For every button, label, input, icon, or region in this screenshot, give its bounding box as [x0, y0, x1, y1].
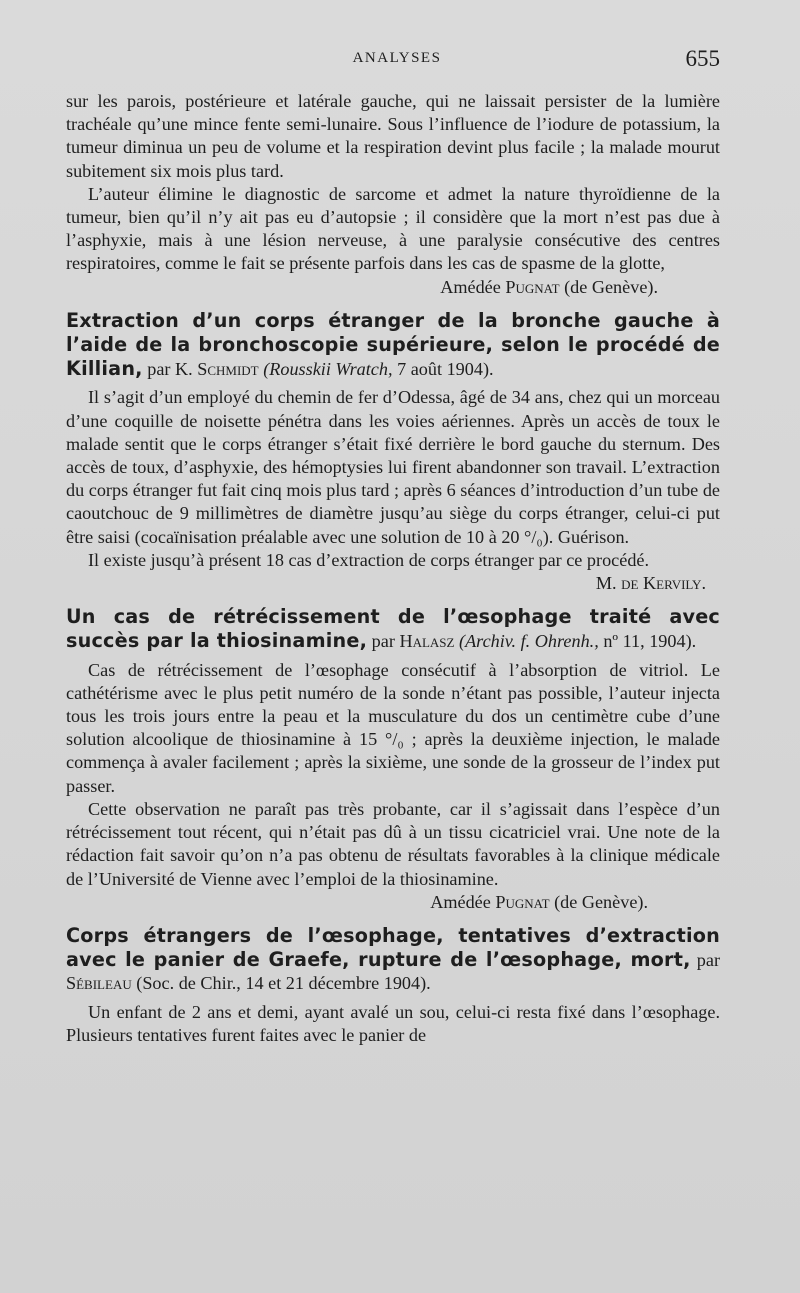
review-bronchoscopy	[66, 309, 720, 595]
paragraph: sur les parois, postérieure et latérale gauche, qui ne laissait persister de la lumière trachéale qu’une mince fente semi-lunaire. Sous l’influence de l’iodure de potassium, la tumeur diminua un peu de volume et la respiration devint plus facile ; la malade mourut subitement six mois plus tard.	[66, 91, 720, 181]
paragraph: L’auteur élimine le diagnostic de sarcome et admet la nature thyroïdienne de la tumeur, bien qu’il n’y ait pas eu d’autopsie ; il considère que la mort n’est pas due à l’asphyxie, mais à une lésion nerveuse, à une paralysie consécutive des centres respiratoires, comme le fait se présente parfois dans les cas de spasme de la glotte,	[66, 183, 720, 274]
reviewer-signature: Amédée Pugnat (de Genève).	[430, 891, 648, 912]
running-header	[74, 46, 720, 74]
review-continued	[66, 90, 720, 299]
page-number: 655	[685, 46, 720, 71]
reviewer-signature: M. de Kervily.	[595, 573, 706, 594]
article-heading	[66, 605, 720, 653]
paragraph: Cas de rétrécissement de l’œsophage consécutif à l’absorption de vitriol. Le cathétérisme avec le plus petit numéro de la sonde n’étant pas possible, l’auteur injecta tous les trois jours entre la peau et la musculature du dos un centimètre cube d’une solution alcoolique de thiosinamine à 15 °/₀ ; après la deuxième injection, le malade commença à avaler facilement ; après la sixième, une sonde de la grosseur de l’index put passer.	[66, 659, 720, 796]
article-heading	[66, 309, 720, 382]
article-title: Corps étrangers de l’œsophage, tentatives d’extraction avec le panier de Graefe, rupture de l’œsophage, mort,	[66, 923, 720, 972]
article-title: Un cas de rétrécissement de l’œsophage traité avec succès par la thiosinamine,	[66, 605, 720, 653]
article-reference: par Sébileau (Soc. de Chir., 14 et 21 décembre 1904).	[66, 950, 720, 994]
running-title: ANALYSES	[352, 50, 442, 66]
page-body	[66, 90, 720, 1053]
article-title: Extraction d’un corps étranger de la bronche gauche à l’aide de la bronchoscopie supérieure, selon le procédé de Killian,	[66, 308, 720, 381]
paragraph: Il existe jusqu’à présent 18 cas d’extraction de corps étranger par ce procédé.	[88, 549, 650, 570]
review-foreign-bodies-oesophagus	[66, 924, 720, 1047]
reviewer-signature: Amédée Pugnat (de Genève).	[440, 276, 658, 297]
paragraph: Il s’agit d’un employé du chemin de fer d’Odessa, âgé de 34 ans, chez qui un morceau d’une coquille de noisette pénétra dans les voies aériennes. Après un accès de toux le malade sentit que le corps étranger s’était fixé derrière le bord gauche du sternum. Des accès de toux, d’asphyxie, des hémoptysies lui firent abandonner son travail. L’extraction du corps étranger fut fait cinq mois plus tard ; après 6 séances d’introduction d’un tube de caoutchouc de 9 millimètres de diamètre jusqu’au siège du corps étranger, celui-ci put être saisi (cocaïnisation préalable avec une solution de 10 à 20 °/₀). Guérison.	[66, 387, 720, 547]
article-reference: par K. Schmidt (Rousskii Wratch, 7 août 1904).	[142, 359, 494, 380]
article-reference: par Halasz (Archiv. f. Ohrenh., nº 11, 1904).	[367, 631, 697, 652]
paragraph: Un enfant de 2 ans et demi, ayant avalé un sou, celui-ci resta fixé dans l’œsophage. Plusieurs tentatives furent faites avec le panier de	[66, 1001, 720, 1045]
paragraph: Cette observation ne paraît pas très probante, car il s’agissait dans l’espèce d’un rétrécissement tout récent, qui n’était pas dû à un tissu cicatriciel vrai. Une note de la rédaction fait savoir qu’on n’a pas obtenu de résultats favorables à la clinique médicale de l’Université de Vienne avec l’emploi de la thiosinamine.	[66, 798, 720, 889]
review-thiosinamine	[66, 605, 720, 914]
article-heading	[66, 924, 720, 996]
